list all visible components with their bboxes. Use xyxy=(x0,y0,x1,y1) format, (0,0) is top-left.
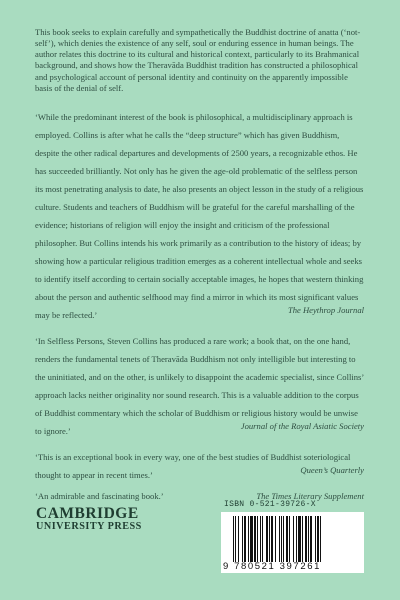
isbn-label: ISBN 0-521-39726-X xyxy=(224,500,316,509)
review-text: ‘This is an exceptional book in every way, one of the best studies of Buddhist soteriological thought to appear in recent times.’ xyxy=(35,451,351,480)
review-text: ‘While the predominant interest of the book is philosophical, a multidisciplinary approach is employed. Collins is after what he calls the “deep structure” which has given Buddhism, despite the other radical departures and developments of 2500 years, a recognizable ethos. He has succeeded brilliantly. Not only has he given the age-old problematic of the selfless person its most penetrating analysis to date, he also presents an object lesson in the study of a religious culture. Students and teachers of Buddhism will be grateful for the careful marshalling of the evidence; historians of religion will enjoy the insight and criticism of the professional philosopher. But Collins intends his work primarily as a contribution to the history of ideas; by showing how a particular religious tradition emerges as a coherent intellectual whole and seeks to identify itself according to certain socially acceptable images, he hopes that western thinking about the person and authentic selfhood may find a mirror in which its most significant values may be reflected.’ xyxy=(35,111,364,320)
barcode-number: 9 780521 397261 xyxy=(223,561,321,572)
review-source: The Times Literary Supplement xyxy=(256,490,364,501)
review-queens xyxy=(35,447,364,483)
publisher-name-line2: UNIVERSITY PRESS xyxy=(36,521,142,532)
book-description: This book seeks to explain carefully and sympathetically the Buddhist doctrine of anatta (‘not-self’), which denies the existence of any self, soul or enduring essence in human beings. The author relates this doctrine to its cultural and historical context, particularly to its Brahmanical background, and shows how the Theravāda Buddhist tradition has constructed a philosophical and psychological account of personal identity and continuity on the apparently impossible basis of the denial of self. xyxy=(35,27,361,93)
review-heythrop xyxy=(35,107,364,323)
review-source: Queen’s Quarterly xyxy=(300,464,364,475)
barcode-bars xyxy=(233,516,355,562)
review-source: Journal of the Royal Asiatic Society xyxy=(240,420,364,431)
review-text: ‘An admirable and fascinating book.’ xyxy=(35,490,164,501)
barcode xyxy=(221,512,364,573)
publisher-name-line1: CAMBRIDGE xyxy=(36,505,139,522)
review-royal-asiatic xyxy=(35,331,364,439)
review-text: ‘In Selfless Persons, Steven Collins has produced a rare work; a book that, on the one hand, renders the fundamental tenets of Theravāda Buddhism not only intelligible but interesting to the uninitiated, and on the other, is unlikely to disappoint the academic specialist, since Collins’ approach lacks neither originality nor sound research. This is a valuable addition to the corpus of Buddhist commentary which the scholar of Buddhism or religious history would be unwise to ignore.’ xyxy=(35,335,364,436)
review-source: The Heythrop Journal xyxy=(287,304,364,315)
publisher-logo xyxy=(36,506,142,533)
